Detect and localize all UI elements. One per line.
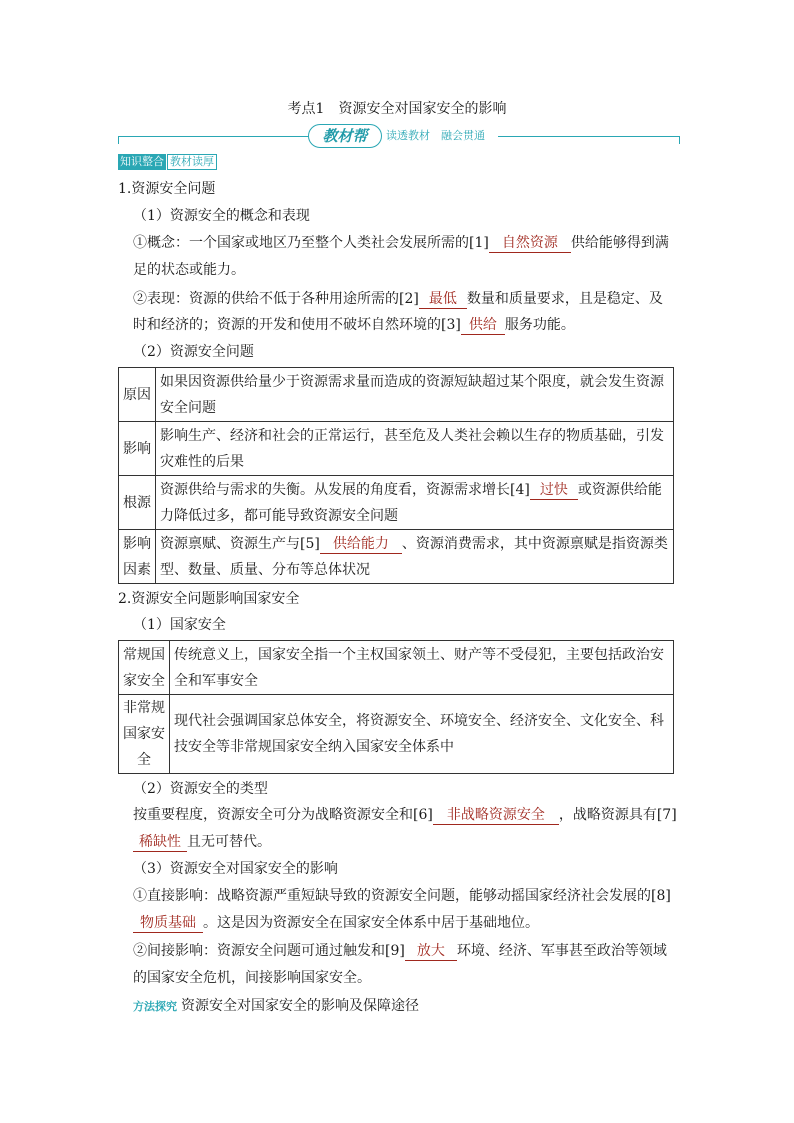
section-1-sub1: （1）资源安全的概念和表现 <box>133 208 310 224</box>
paragraph-types-line2 <box>133 829 271 855</box>
tag-textbook: 教材读厚 <box>167 154 217 170</box>
text-run: 。这是因为资源安全在国家安全体系中居于基础地位。 <box>203 915 539 931</box>
table-row <box>119 695 674 774</box>
text-run: ②表现：资源的供给不低于各种用途所需的[2] <box>133 291 419 307</box>
table-key: 原因 <box>119 368 156 422</box>
table-row <box>119 368 674 422</box>
table-value <box>156 530 674 584</box>
banner-label: 教材帮 <box>308 124 382 148</box>
method-text: 资源安全对国家安全的影响及保障途径 <box>181 998 419 1014</box>
table-value: 传统意义上，国家安全指一个主权国家领土、财产等不受侵犯，主要包括政治安全和军事安全 <box>170 641 674 695</box>
text-run: 、资源消费需求，其中资源禀赋是指资源类型、数量、质量、分布等总体状况 <box>160 535 668 578</box>
paragraph-concept-line1 <box>133 230 669 256</box>
text-run: 数量和质量要求，且是稳定、及 <box>466 291 663 307</box>
paragraph-indirect-line1 <box>133 938 667 964</box>
text-run: 资源禀赋、资源生产与[5] <box>160 535 320 552</box>
banner-subtitle: 读透教材 融会贯通 <box>386 129 485 142</box>
answer-blank-3: 供给 <box>461 316 505 335</box>
banner-rule-left <box>118 136 310 137</box>
method-heading <box>133 996 419 1017</box>
paragraph-direct-line2 <box>133 910 539 936</box>
text-run: 且无可替代。 <box>187 834 271 850</box>
table-key: 影响 <box>119 422 156 476</box>
answer-blank-1: 自然资源 <box>489 234 571 253</box>
paragraph-performance-line1 <box>133 286 663 312</box>
answer-blank-8: 物质基础 <box>133 914 203 933</box>
table-row <box>119 476 674 530</box>
text-run: 时和经济的；资源的开发和使用不破坏自然环境的[3] <box>133 317 461 333</box>
page-title: 考点1 资源安全对国家安全的影响 <box>287 101 507 117</box>
section-1-sub2: （2）资源安全问题 <box>133 344 254 360</box>
text-run: 资源供给与需求的失衡。从发展的角度看，资源需求增长[4] <box>160 481 530 498</box>
text-run: ②间接影响：资源安全问题可通过触发和[9] <box>133 943 405 959</box>
table-key: 根源 <box>119 476 156 530</box>
table-key: 常规国家安全 <box>119 641 170 695</box>
answer-blank-4: 过快 <box>530 481 578 500</box>
tag-knowledge: 知识整合 <box>120 155 164 168</box>
banner-cap-left <box>118 136 129 144</box>
paragraph-performance-line2 <box>133 312 575 338</box>
text-run: 供给能够得到满 <box>570 235 669 251</box>
text-run: 环境、经济、军事甚至政治等领域 <box>456 943 667 959</box>
section-banner <box>118 124 680 148</box>
table-national-security <box>118 640 674 774</box>
table-value: 现代社会强调国家总体安全，将资源安全、环境安全、经济安全、文化安全、科技安全等非常规国家安全纳入国家安全体系中 <box>170 695 674 774</box>
section-2-sub1: （1）国家安全 <box>133 617 226 633</box>
answer-blank-2: 最低 <box>419 290 467 309</box>
table-resource-security <box>118 367 674 584</box>
section-2-heading: 2.资源安全问题影响国家安全 <box>118 591 300 607</box>
tag-group <box>118 154 217 170</box>
banner-cap-right <box>669 136 680 144</box>
table-row <box>119 530 674 584</box>
text-run: ①概念：一个国家或地区乃至整个人类社会发展所需的[1] <box>133 235 489 251</box>
table-row <box>119 641 674 695</box>
table-value: 影响生产、经济和社会的正常运行，甚至危及人类社会赖以生存的物质基础，引发灾难性的后果 <box>156 422 674 476</box>
banner-rule-right <box>498 136 680 137</box>
text-run: 或资源供给能力降低过多，都可能导致资源安全问题 <box>160 481 662 524</box>
table-value <box>156 476 674 530</box>
table-row <box>119 422 674 476</box>
method-tag: 方法探究 <box>133 1000 177 1013</box>
answer-blank-6: 非战略资源安全 <box>433 806 559 825</box>
section-2-sub2: （2）资源安全的类型 <box>133 781 268 797</box>
section-2-sub3: （3）资源安全对国家安全的影响 <box>133 861 338 877</box>
table-key: 影响因素 <box>119 530 156 584</box>
answer-blank-5: 供给能力 <box>320 535 402 554</box>
table-key: 非常规国家安全 <box>119 695 170 774</box>
text-run: ，战略资源具有[7] <box>558 807 677 823</box>
answer-blank-7: 稀缺性 <box>133 833 187 852</box>
section-1-heading: 1.资源安全问题 <box>118 181 216 197</box>
text-run: 按重要程度，资源安全可分为战略资源安全和[6] <box>133 807 433 823</box>
paragraph-types-line1 <box>133 802 677 828</box>
paragraph-direct-line1: ①直接影响：战略资源严重短缺导致的资源安全问题，能够动摇国家经济社会发展的[8] <box>133 888 671 904</box>
answer-blank-9: 放大 <box>405 942 457 961</box>
text-run: 服务功能。 <box>504 317 575 333</box>
paragraph-concept-line2: 足的状态或能力。 <box>133 262 245 278</box>
table-value: 如果因资源供给量少于资源需求量而造成的资源短缺超过某个限度，就会发生资源安全问题 <box>156 368 674 422</box>
paragraph-indirect-line2: 的国家安全危机，间接影响国家安全。 <box>133 970 371 986</box>
